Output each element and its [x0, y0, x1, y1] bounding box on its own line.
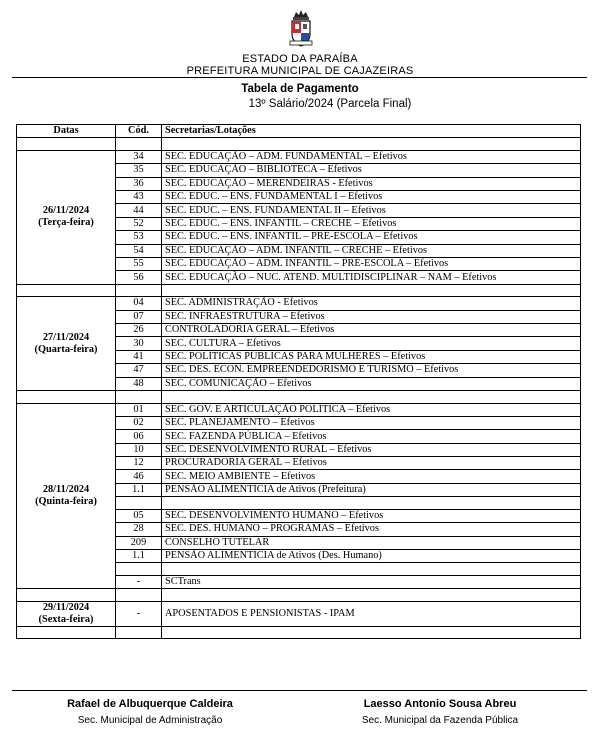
table-row	[17, 150, 581, 163]
payment-weekday: (Sexta-feira)	[38, 613, 94, 625]
code-cell: 48	[116, 377, 162, 390]
department-cell: APOSENTADOS E PENSIONISTAS - IPAM	[162, 601, 581, 626]
code-cell: 52	[116, 217, 162, 230]
payment-weekday: (Terça-feira)	[38, 217, 94, 229]
empty-cell	[162, 391, 581, 404]
spacer-row	[17, 138, 581, 151]
department-cell	[162, 497, 581, 510]
department-cell: SEC. EDUCAÇÃO – ADM. INFANTIL – PRÉ-ESCOLA – Efetivos	[162, 258, 581, 271]
date-cell	[17, 150, 116, 284]
code-cell: 06	[116, 430, 162, 443]
department-cell	[162, 563, 581, 576]
department-cell: PENSÃO ALIMENTÍCIA de Ativos (Prefeitura)	[162, 483, 581, 496]
department-cell: SEC. EDUC. – ENS. FUNDAMENTAL II – Efetivos	[162, 204, 581, 217]
code-cell: 54	[116, 244, 162, 257]
code-cell: 47	[116, 364, 162, 377]
coat-of-arms-icon	[286, 8, 316, 48]
code-cell: 36	[116, 177, 162, 190]
empty-cell	[162, 589, 581, 602]
department-cell: SEC. EDUC. – ENS. INFANTIL – PRÉ-ESCOLA – Efetivos	[162, 231, 581, 244]
code-cell: -	[116, 575, 162, 588]
department-cell: SEC. EDUCAÇÃO – BIBLIOTECA – Efetivos	[162, 164, 581, 177]
code-cell: 12	[116, 457, 162, 470]
department-cell: SEC. EDUCAÇÃO – MERENDEIRAS - Efetivos	[162, 177, 581, 190]
code-cell: 26	[116, 324, 162, 337]
code-cell: 46	[116, 470, 162, 483]
signature-block-admin	[40, 698, 260, 726]
code-cell: 35	[116, 164, 162, 177]
department-cell: SEC. CULTURA – Efetivos	[162, 337, 581, 350]
department-cell: SEC. INFRAESTRUTURA – Efetivos	[162, 310, 581, 323]
department-cell: SEC. DESENVOLVIMENTO RURAL – Efetivos	[162, 443, 581, 456]
spacer-row	[17, 589, 581, 602]
header-divider	[12, 77, 587, 78]
code-cell: 1.1	[116, 483, 162, 496]
code-cell: 04	[116, 297, 162, 310]
page-subtitle: 13º Salário/2024 (Parcela Final)	[248, 98, 412, 110]
department-cell: SEC. EDUC. – ENS. INFANTIL – CRECHE – Efetivos	[162, 217, 581, 230]
footer-divider	[12, 690, 587, 691]
department-cell: SEC. MEIO AMBIENTE – Efetivos	[162, 470, 581, 483]
payment-weekday: (Quarta-feira)	[34, 343, 98, 355]
empty-cell	[116, 138, 162, 151]
code-cell: 07	[116, 310, 162, 323]
code-cell: 209	[116, 536, 162, 549]
column-header-code: Cód.	[116, 125, 162, 138]
department-cell: SEC. EDUCAÇÃO – ADM. FUNDAMENTAL – Efetivos	[162, 150, 581, 163]
department-cell: SEC. GOV. E ARTICULAÇÃO POLÍTICA – Efetivos	[162, 403, 581, 416]
code-cell: 02	[116, 416, 162, 429]
empty-cell	[116, 391, 162, 404]
code-cell: 34	[116, 150, 162, 163]
code-cell: 56	[116, 271, 162, 284]
code-cell: 30	[116, 337, 162, 350]
code-cell	[116, 563, 162, 576]
date-cell	[17, 297, 116, 391]
spacer-row	[17, 284, 581, 297]
code-cell: 01	[116, 403, 162, 416]
code-cell: 53	[116, 231, 162, 244]
payment-weekday: (Quinta-feira)	[35, 495, 97, 507]
department-cell: SCTrans	[162, 575, 581, 588]
payment-date: 26/11/2024	[42, 205, 90, 217]
table-body	[17, 138, 581, 639]
department-cell: PENSÃO ALIMENTÍCIA de Ativos (Des. Humano)	[162, 549, 581, 562]
department-cell: CONSELHO TUTELAR	[162, 536, 581, 549]
empty-cell	[162, 626, 581, 639]
payment-date: 28/11/2024	[42, 483, 90, 495]
code-cell: 43	[116, 191, 162, 204]
empty-cell	[17, 284, 116, 297]
signatory-role: Sec. Municipal da Fazenda Pública	[361, 715, 519, 726]
department-cell: SEC. EDUCAÇÃO – ADM. INFANTIL – CRECHE – Efetivos	[162, 244, 581, 257]
signatory-name: Rafael de Albuquerque Caldeira	[67, 698, 233, 710]
spacer-row	[17, 626, 581, 639]
prefeitura-name: PREFEITURA MUNICIPAL DE CAJAZEIRAS	[186, 65, 414, 77]
empty-cell	[162, 138, 581, 151]
empty-cell	[116, 626, 162, 639]
state-name: ESTADO DA PARAÍBA	[242, 53, 358, 65]
column-header-dates: Datas	[17, 125, 116, 138]
table-row	[17, 601, 581, 626]
code-cell: 28	[116, 523, 162, 536]
code-cell: 41	[116, 350, 162, 363]
empty-cell	[116, 284, 162, 297]
code-cell: 1.1	[116, 549, 162, 562]
department-cell: SEC. COMUNICAÇÃO – Efetivos	[162, 377, 581, 390]
department-cell: SEC. DES. ECON. EMPREENDEDORISMO E TURISMO – Efetivos	[162, 364, 581, 377]
date-cell	[17, 601, 116, 626]
department-cell: SEC. FAZENDA PÚBLICA – Efetivos	[162, 430, 581, 443]
code-cell: 55	[116, 258, 162, 271]
empty-cell	[17, 391, 116, 404]
department-cell: SEC. DESENVOLVIMENTO HUMANO – Efetivos	[162, 509, 581, 522]
payment-date: 27/11/2024	[42, 331, 90, 343]
table-row	[17, 403, 581, 416]
department-cell: SEC. POLÍTICAS PÚBLICAS PARA MULHERES – Efetivos	[162, 350, 581, 363]
empty-cell	[162, 284, 581, 297]
signature-block-finance	[325, 698, 555, 726]
department-cell: SEC. DES. HUMANO – PROGRAMAS – Efetivos	[162, 523, 581, 536]
table-header-row	[17, 125, 581, 138]
table-row	[17, 297, 581, 310]
date-cell	[17, 403, 116, 589]
empty-cell	[17, 626, 116, 639]
code-cell	[116, 497, 162, 510]
payment-date: 29/11/2024	[42, 601, 90, 613]
code-cell: 10	[116, 443, 162, 456]
department-cell: SEC. EDUC. – ENS. FUNDAMENTAL I – Efetivos	[162, 191, 581, 204]
spacer-row	[17, 391, 581, 404]
empty-cell	[17, 589, 116, 602]
page-title: Tabela de Pagamento	[241, 83, 359, 95]
signatory-name: Laesso Antonio Sousa Abreu	[363, 698, 517, 710]
department-cell: SEC. EDUCAÇÃO – NUC. ATEND. MULTIDISCIPLINAR – NAM – Efetivos	[162, 271, 581, 284]
code-cell: -	[116, 601, 162, 626]
column-header-departments: Secretarias/Lotações	[162, 125, 581, 138]
department-cell: SEC. PLANEJAMENTO – Efetivos	[162, 416, 581, 429]
department-cell: PROCURADORIA GERAL – Efetivos	[162, 457, 581, 470]
payment-table	[16, 124, 581, 639]
department-cell: CONTROLADORIA GERAL – Efetivos	[162, 324, 581, 337]
empty-cell	[17, 138, 116, 151]
empty-cell	[116, 589, 162, 602]
signatory-role: Sec. Municipal de Administração	[77, 715, 223, 726]
department-cell: SEC. ADMINISTRAÇÃO - Efetivos	[162, 297, 581, 310]
code-cell: 44	[116, 204, 162, 217]
code-cell: 05	[116, 509, 162, 522]
